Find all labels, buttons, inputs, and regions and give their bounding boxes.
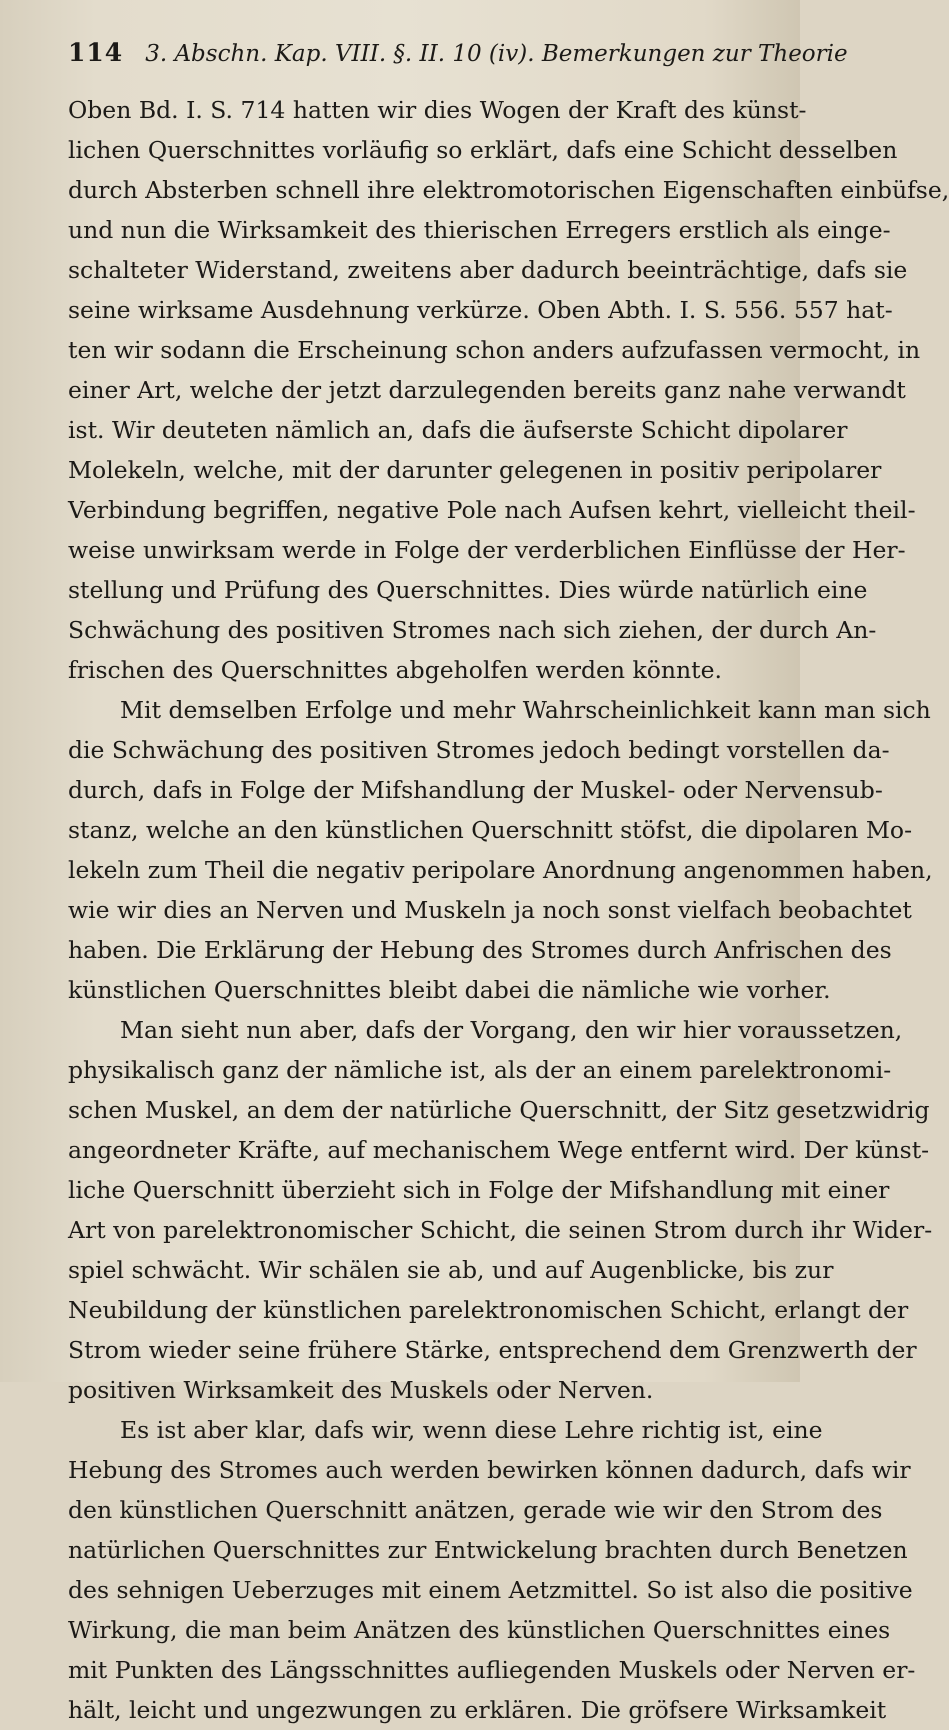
text-line: lekeln zum Theil die negativ peripolare Anordnung angenommen haben, (68, 856, 933, 884)
paragraph (68, 1410, 916, 1730)
text-line: hält, leicht und ungezwungen zu erklären. Die gröfsere Wirksamkeit (68, 1696, 887, 1724)
page-number: 114 (68, 38, 124, 67)
text-line: natürlichen Querschnittes zur Entwickelung brachten durch Benetzen (68, 1536, 908, 1564)
text-line: Schwächung des positiven Stromes nach sich ziehen, der durch An- (68, 616, 877, 644)
text-line: spiel schwächt. Wir schälen sie ab, und auf Augenblicke, bis zur (68, 1256, 834, 1284)
text-line: durch, dafs in Folge der Mifshandlung der Muskel- oder Nervensub- (68, 776, 883, 804)
text-line: weise unwirksam werde in Folge der verderblichen Einflüsse der Her- (68, 536, 906, 564)
text-line: Molekeln, welche, mit der darunter gelegenen in positiv peripolarer (68, 456, 882, 484)
text-line: Neubildung der künstlichen parelektronomischen Schicht, erlangt der (68, 1296, 909, 1324)
text-line: ten wir sodann die Erscheinung schon anders aufzufassen vermocht, in (68, 336, 921, 364)
text-line: Strom wieder seine frühere Stärke, entsprechend dem Grenzwerth der (68, 1336, 917, 1364)
text-line: Man sieht nun aber, dafs der Vorgang, den wir hier voraussetzen, (120, 1016, 903, 1044)
text-line: mit Punkten des Längsschnittes aufliegenden Muskels oder Nerven er- (68, 1656, 916, 1684)
running-head: 3. Abschn. Kap. VIII. §. II. 10 (iv). Bemerkungen zur Theorie (145, 41, 848, 67)
text-line: künstlichen Querschnittes bleibt dabei die nämliche wie vorher. (68, 976, 831, 1004)
text-line: durch Absterben schnell ihre elektromotorischen Eigenschaften einbüfse, (68, 176, 949, 204)
text-line: den künstlichen Querschnitt anätzen, gerade wie wir den Strom des (68, 1496, 883, 1524)
body-text (68, 90, 949, 1730)
paragraph (68, 90, 949, 690)
text-line: angeordneter Kräfte, auf mechanischem Wege entfernt wird. Der künst- (68, 1136, 930, 1164)
text-line: Art von parelektronomischer Schicht, die seinen Strom durch ihr Wider- (68, 1216, 933, 1244)
text-line: seine wirksame Ausdehnung verkürze. Oben Abth. I. S. 556. 557 hat- (68, 296, 893, 324)
text-line: Oben Bd. I. S. 714 hatten wir dies Wogen der Kraft des künst- (68, 96, 807, 124)
text-line: physikalisch ganz der nämliche ist, als der an einem parelektronomi- (68, 1056, 892, 1084)
paragraph (68, 1010, 933, 1410)
text-line: schalteter Widerstand, zweitens aber dadurch beeinträchtige, dafs sie (68, 256, 908, 284)
text-line: des sehnigen Ueberzuges mit einem Aetzmittel. So ist also die positive (68, 1576, 913, 1604)
text-line: und nun die Wirksamkeit des thierischen Erregers erstlich als einge- (68, 216, 891, 244)
text-line: Mit demselben Erfolge und mehr Wahrscheinlichkeit kann man sich (120, 696, 931, 724)
paragraph (68, 690, 933, 1010)
text-line: Wirkung, die man beim Anätzen des künstlichen Querschnittes eines (68, 1616, 891, 1644)
text-line: wie wir dies an Nerven und Muskeln ja noch sonst vielfach beobachtet (68, 896, 912, 924)
text-line: stanz, welche an den künstlichen Querschnitt stöfst, die dipolaren Mo- (68, 816, 913, 844)
text-line: ist. Wir deuteten nämlich an, dafs die äufserste Schicht dipolarer (68, 416, 848, 444)
page-header (68, 38, 848, 68)
text-line: liche Querschnitt überzieht sich in Folge der Mifshandlung mit einer (68, 1176, 890, 1204)
text-line: die Schwächung des positiven Stromes jedoch bedingt vorstellen da- (68, 736, 890, 764)
text-line: Verbindung begriffen, negative Pole nach Aufsen kehrt, vielleicht theil- (68, 496, 916, 524)
text-line: Es ist aber klar, dafs wir, wenn diese Lehre richtig ist, eine (120, 1416, 823, 1444)
text-line: frischen des Querschnittes abgeholfen werden könnte. (68, 656, 722, 684)
text-line: Hebung des Stromes auch werden bewirken können dadurch, dafs wir (68, 1456, 911, 1484)
text-line: positiven Wirksamkeit des Muskels oder Nerven. (68, 1376, 654, 1404)
text-line: schen Muskel, an dem der natürliche Querschnitt, der Sitz gesetzwidrig (68, 1096, 930, 1124)
text-line: haben. Die Erklärung der Hebung des Stromes durch Anfrischen des (68, 936, 892, 964)
text-line: stellung und Prüfung des Querschnittes. Dies würde natürlich eine (68, 576, 868, 604)
text-line: lichen Querschnittes vorläufig so erklärt, dafs eine Schicht desselben (68, 136, 898, 164)
text-line: einer Art, welche der jetzt darzulegenden bereits ganz nahe verwandt (68, 376, 906, 404)
